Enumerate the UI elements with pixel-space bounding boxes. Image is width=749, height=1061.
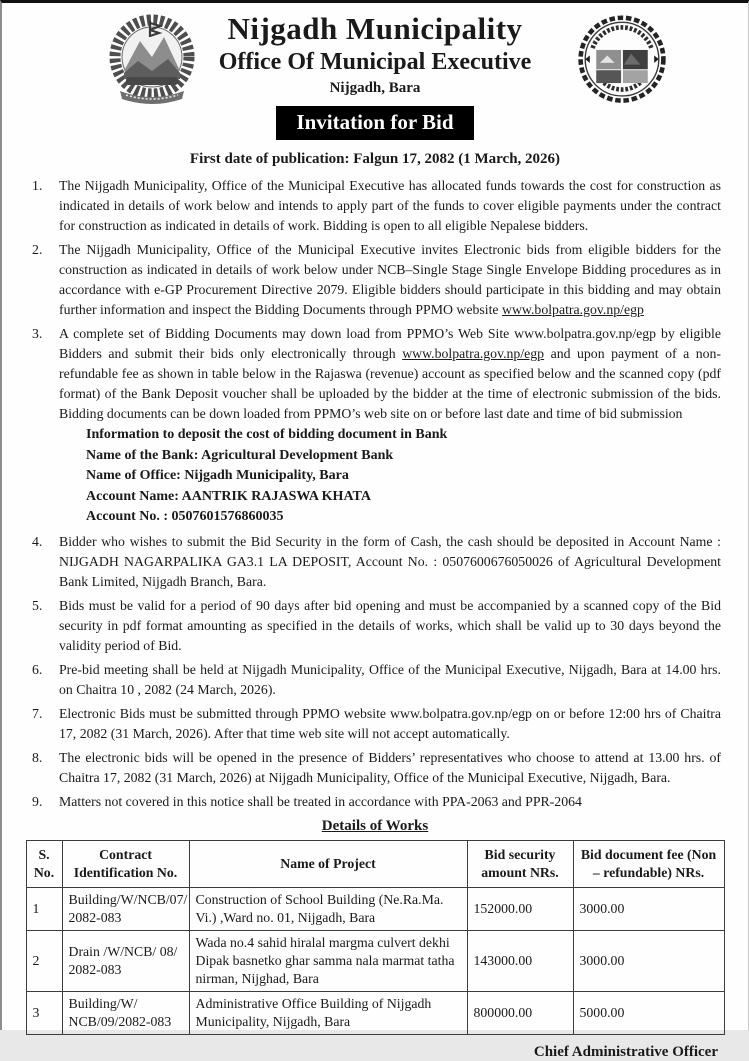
notice-item-7	[32, 704, 721, 744]
notice-item-2	[32, 240, 721, 320]
item-number: 3.	[32, 326, 43, 341]
bolpatra-link[interactable]: www.bolpatra.gov.np/egp	[402, 346, 545, 361]
cell-project: Administrative Office Building of Nijgadh Municipality, Nijgadh, Bara	[189, 991, 467, 1034]
table-header-row	[26, 840, 724, 887]
nepal-coat-of-arms-icon	[100, 11, 204, 116]
cell-fee: 3000.00	[573, 887, 724, 930]
item-text-segment: The electronic bids will be opened in the presence of Bidders’ representatives who choose to attend at 13.00 hrs. of Chaitra 17, 2082 (31 March, 2026) at Nijgadh Municipality, Office of the Municipal Executive, Nijgadh, Bara.	[59, 749, 721, 785]
col-header-sn: S. No.	[26, 840, 62, 887]
item-text	[59, 748, 721, 788]
cell-project: Construction of School Building (Ne.Ra.Ma. Vi.) ,Ward no. 01, Nijgadh, Bara	[189, 887, 467, 930]
item-text-segment: and upon payment of a non-refundable fee as shown in table below in the Rajaswa (revenue) account as specified below and the scanned copy (pdf format) of the Bank Deposit voucher shall be uploaded by the bidder at the time of electronic submission of the bids. Bidding documents can be down loaded from PPMO’s web site on or before last date and time of bid submission	[59, 346, 721, 421]
col-header-project: Name of Project	[189, 840, 467, 887]
item-text	[59, 324, 721, 424]
item-number: 4.	[32, 533, 43, 549]
notice-body	[32, 176, 721, 812]
item-text	[59, 532, 721, 592]
cell-contract: Building/W/NCB/07/ 2082-083	[62, 887, 189, 930]
cell-security: 143000.00	[467, 930, 573, 991]
item-text	[59, 792, 721, 812]
cell-contract: Building/W/ NCB/09/2082-083	[62, 991, 189, 1034]
item-number: 8.	[32, 749, 43, 765]
cell-project: Wada no.4 sahid hiralal margma culvert dekhi Dipak basnetko ghar samma nala marmat tatha nirman, Nijghad, Bara	[189, 930, 467, 991]
table-row	[26, 930, 724, 991]
details-of-works-table	[26, 840, 725, 1035]
bank-name-line: Name of the Bank: Agricultural Development Bank	[86, 447, 394, 463]
table-row	[26, 887, 724, 930]
table-row	[26, 991, 724, 1034]
item-text	[59, 240, 721, 320]
item-number: 1.	[32, 178, 43, 193]
signature-line: Chief Administrative Officer	[533, 1043, 718, 1060]
municipality-title: Nijgadh Municipality	[227, 11, 523, 46]
item-text	[59, 176, 721, 236]
cell-sn: 1	[26, 887, 62, 930]
location-line: Nijgadh, Bara	[329, 80, 421, 96]
bank-info-block	[86, 425, 721, 528]
cell-sn: 2	[26, 930, 62, 991]
bank-info-heading: Information to deposit the cost of bidding document in Bank	[86, 427, 448, 442]
item-text	[59, 704, 721, 744]
item-number: 9.	[32, 793, 43, 809]
item-text-segment: Matters not covered in this notice shall be treated in accordance with PPA-2063 and PPR-2064	[59, 793, 582, 809]
cell-contract: Drain /W/NCB/ 08/ 2082-083	[62, 930, 189, 991]
office-subtitle: Office Of Municipal Executive	[218, 49, 532, 75]
item-text-segment: Pre-bid meeting shall be held at Nijgadh Municipality, Office of the Municipal Executive, Nijgadh, Bara at 14.00 hrs. on Chaitra 10 , 2082 (24 March, 2026).	[59, 661, 721, 697]
item-text-segment: Bids must be valid for a period of 90 days after bid opening and must be accompanied by a scanned copy of the Bid security in pdf format amounting as specified in the details of works, which shall be valid up to 30 days beyond the validity period of Bid.	[59, 597, 721, 653]
item-text-segment: The Nijgadh Municipality, Office of the Municipal Executive invites Electronic bids from eligible bidders for the construction as indicated in details of work below under NCB–Single Stage Single Envelope Bidding procedures as in accordance with e-GP Procurement Directive 2079. Eligible bidders should participate in this bidding and may obtain further information and inspect the Bidding Documents through PPMO website	[59, 242, 721, 317]
item-number: 2.	[32, 242, 43, 257]
notice-item-3	[32, 324, 721, 528]
col-header-security: Bid security amount NRs.	[467, 840, 573, 887]
col-header-contract: Contract Identification No.	[62, 840, 189, 887]
col-header-fee: Bid document fee (Non – refundable) NRs.	[573, 840, 724, 887]
notice-item-4	[32, 532, 721, 592]
publication-date-line: First date of publication: Falgun 17, 2082 (1 March, 2026)	[189, 151, 561, 167]
details-of-works-heading: Details of Works	[321, 817, 429, 834]
item-text	[59, 660, 721, 700]
notice-item-8	[32, 748, 721, 788]
item-text-segment: Bidder who wishes to submit the Bid Security in the form of Cash, the cash should be deposited in Account Name : NIJGADH NAGARPALIKA GA3.1 LA DEPOSIT, Account No. : 0507600676050026 of Agricultural Development Bank Limited, Nijgadh Branch, Bara.	[59, 533, 721, 589]
invitation-banner: Invitation for Bid	[276, 106, 473, 140]
item-text-segment: The Nijgadh Municipality, Office of the Municipal Executive has allocated funds towards the cost for construction as indicated in details of work below and intends to apply part of the funds to cover eligible payments under the contract for construction as indicated in details of work. Bidding is open to all eligible Nepalese bidders.	[59, 178, 721, 233]
bolpatra-link[interactable]: www.bolpatra.gov.np/egp	[501, 302, 644, 317]
cell-security: 800000.00	[467, 991, 573, 1034]
item-number: 5.	[32, 597, 43, 613]
municipality-seal-icon	[572, 15, 672, 112]
item-number: 6.	[32, 661, 43, 677]
notice-item-6	[32, 660, 721, 700]
account-number-line: Account No. : 0507601576860035	[86, 509, 284, 524]
cell-security: 152000.00	[467, 887, 573, 930]
cell-sn: 3	[26, 991, 62, 1034]
cell-fee: 5000.00	[573, 991, 724, 1034]
document-header	[2, 3, 748, 169]
account-name-line: Account Name: AANTRIK RAJASWA KHATA	[86, 488, 371, 504]
notice-item-9	[32, 792, 721, 812]
item-text-segment: A complete set of Bidding Documents may down load from PPMO’s Web Site www.bolpatra.gov.np/egp by eligible Bidders and submit their bids only electronically through	[59, 326, 721, 361]
item-text-segment: Electronic Bids must be submitted through PPMO website www.bolpatra.gov.np/egp on or before 12:00 hrs of Chaitra 17, 2082 (31 March, 2026). After that time web site will not accept automatically.	[59, 705, 721, 741]
cell-fee: 3000.00	[573, 930, 724, 991]
item-text	[59, 596, 721, 656]
notice-item-1	[32, 176, 721, 236]
notice-item-5	[32, 596, 721, 656]
item-number: 7.	[32, 705, 43, 721]
office-name-line: Name of Office: Nijgadh Municipality, Bara	[86, 468, 349, 483]
